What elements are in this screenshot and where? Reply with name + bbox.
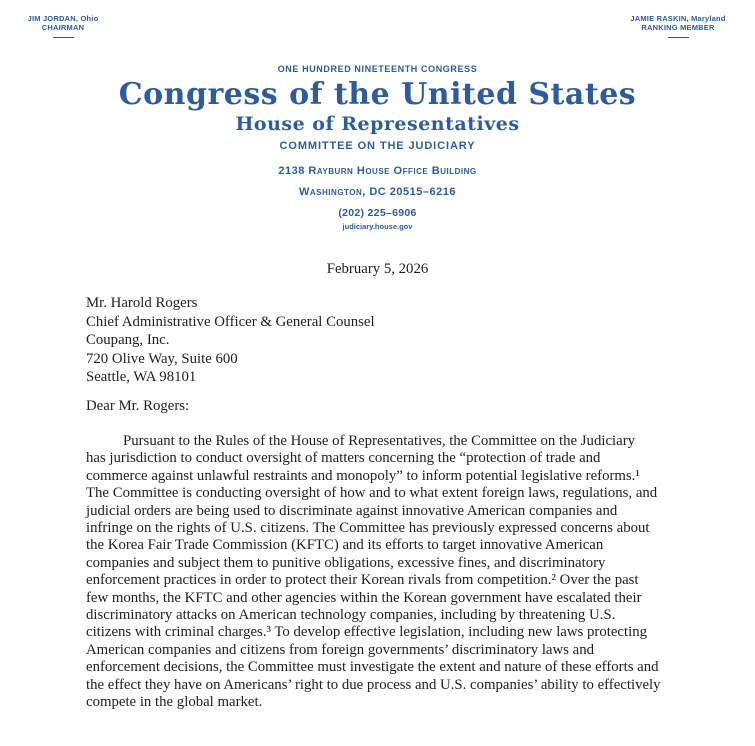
letter-date: February 5, 2026	[326, 261, 429, 277]
recipient-line: Seattle, WA 98101	[86, 369, 197, 386]
congress-title: Congress of the United States	[118, 77, 637, 112]
body-line: enforcement decisions, the Committee must investigate the extent and nature of these efforts and	[86, 659, 659, 676]
divider-rule	[668, 37, 689, 38]
chairman-block	[20, 14, 106, 38]
ranking-member-title: RANKING MEMBER	[641, 23, 715, 32]
body-line: American companies and citizens from foreign governments’ discriminatory laws and	[86, 641, 594, 658]
body-line: infringe on the rights of U.S. citizens. The Committee has previously expressed concerns about	[86, 520, 650, 537]
congress-session: ONE HUNDRED NINETEENTH CONGRESS	[277, 64, 478, 74]
divider-rule	[53, 37, 74, 38]
body-line: has jurisdiction to conduct oversight of matters concerning the “protection of trade and	[86, 450, 601, 467]
ranking-member-block	[625, 14, 731, 38]
recipient-line: Mr. Harold Rogers	[86, 295, 198, 311]
office-building: 2138 Rayburn House Office Building	[278, 165, 477, 177]
body-line: Pursuant to the Rules of the House of Representatives, the Committee on the Judiciary	[123, 433, 636, 449]
letter-body	[86, 433, 696, 712]
office-phone: (202) 225–6906	[338, 207, 417, 219]
body-line: judicial orders are being used to discriminate against innovative American companies and	[86, 502, 618, 519]
recipient-line: 720 Olive Way, Suite 600	[86, 350, 238, 367]
recipient-address	[86, 294, 375, 387]
salutation: Dear Mr. Rogers:	[86, 398, 190, 414]
body-line: compete in the global market.	[86, 694, 263, 711]
body-line: few months, the KFTC and other agencies within the Korean government have escalated their	[86, 589, 642, 606]
body-line: The Committee is conducting oversight of how and to what extent foreign laws, regulations, and	[86, 485, 658, 502]
chairman-name: JIM JORDAN, Ohio	[27, 14, 99, 23]
committee-name: COMMITTEE ON THE JUDICIARY	[279, 140, 476, 152]
body-line: discriminatory attacks on American technology companies, including by threatening U.S.	[86, 607, 616, 624]
office-city: Washington, DC 20515–6216	[299, 186, 456, 198]
body-line: companies and subject them to punitive obligations, excessive fines, and discriminatory	[86, 554, 606, 571]
body-line: the effect they have on Americans’ right to due process and U.S. companies’ ability to effectively	[86, 676, 661, 693]
recipient-line: Coupang, Inc.	[86, 332, 170, 349]
body-line: citizens with criminal charges.³ To develop effective legislation, including new laws protecting	[86, 624, 648, 641]
body-line: commerce against unlawful restraints and monopoly” to inform potential legislative reforms.¹	[86, 467, 640, 484]
chairman-title: CHAIRMAN	[41, 23, 85, 32]
ranking-member-name: JAMIE RASKIN, Maryland	[630, 14, 726, 23]
body-line: enforcement practices in order to protect their Korean rivals from competition.² Over the past	[86, 572, 639, 589]
body-line: the Korea Fair Trade Commission (KFTC) and its efforts to target innovative American	[86, 537, 604, 554]
office-website: judiciary.house.gov	[342, 222, 413, 231]
letterhead-center	[0, 65, 755, 231]
recipient-line: Chief Administrative Officer & General Counsel	[86, 313, 375, 330]
chamber-title: House of Representatives	[235, 113, 520, 135]
